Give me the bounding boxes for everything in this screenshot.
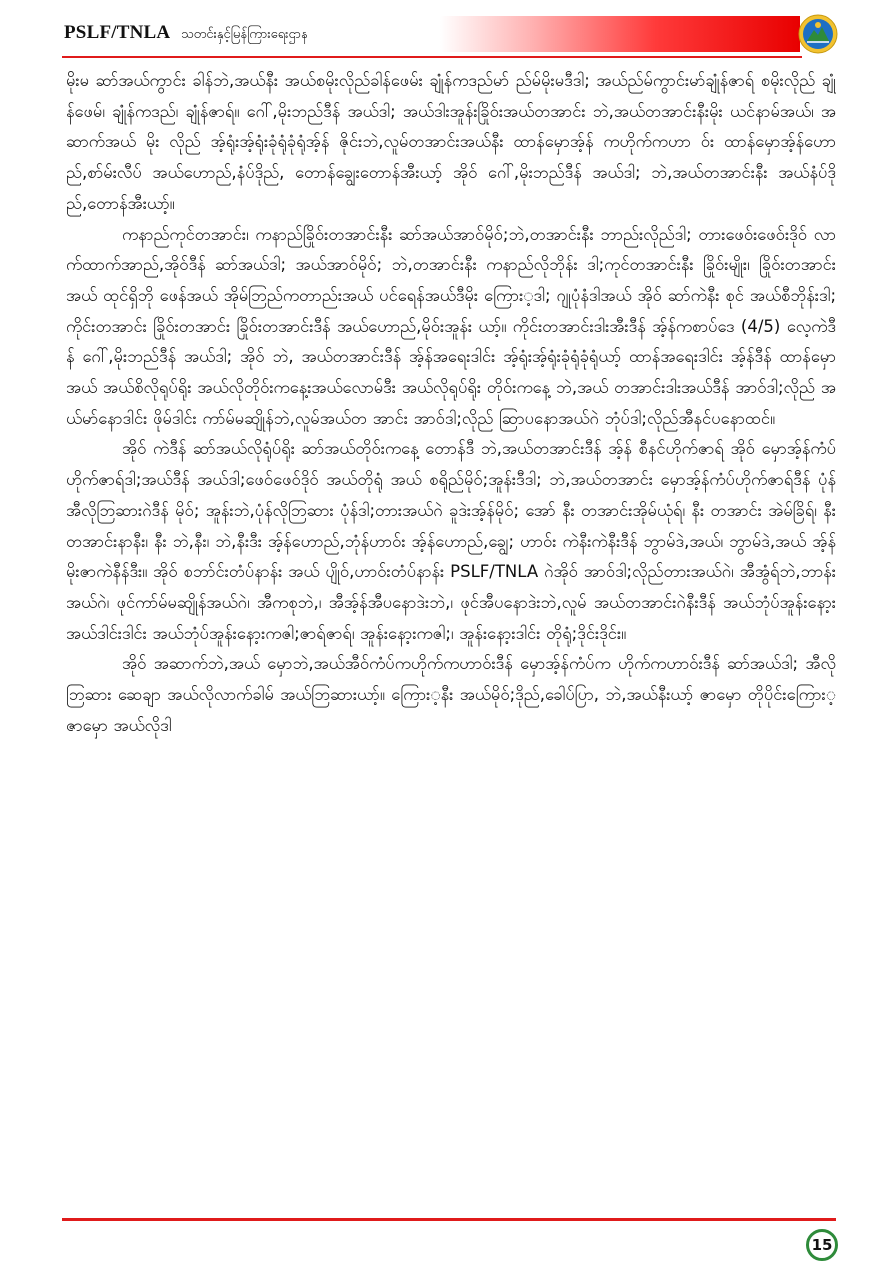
tnla-emblem-icon (798, 14, 838, 54)
paragraph-4: အိုဝ် အဆာက်ဘဲ,အယ် မှောဘဲ,အယ်အီဝ်ကံပ်ကဟိုက်ကဟာဝ်းဒီန် မှောအ့်န်ကံပ်က ဟိုက်ကဟာဝ်းဒီန် ဆာ်အယ်ဒါ; အီလိုဘြဆား ဆေချာ အယ်လိုလာက်ခါမ် အယ်ဘြဆားယာ့်။ ကြေား့နီး အယ်မိုဝ်;ဒိုည်,ခေါပ်ပြာ, ဘဲ,အယ်နီးယာ့် ဇာမှော တိုပိုင်းကြေား့ဇာမှော အယ်လိုဒါ (66, 654, 836, 735)
page-header (0, 0, 896, 74)
header-title (64, 22, 308, 45)
header-red-gradient-bar (440, 16, 800, 52)
paragraph-1: မိုးမ ဆာ်အယ်ကွာင်း ခါန်ဘဲ,အယ်နီး အယ်စမိုးလိုည်ခါန်ဖေမ်း ချုံန်ကဒည်မာ် ည်မ်မိုးမဒီဒါ; အယ်ည်မ်ကွာင်းမာ်ချုံန်ဇာရ် စမိုးလိုည် ချုံန်ဖေမ်၊ ချုံန်ကဒည်၊ ချုံန်ဇာရ်။ ဂေါ်,မိုးဘည်ဒီန် အယ်ဒါ; အယ်ဒါးအူန်းခြိုဝ်းအယ်တအာင်း ဘဲ,အယ်တအာင်းနီးမိုး ယင်နာမ်အယ်၊ အဆာက်အယ် မိုး လိုည် အ့်ရုံးအ့်ရုံးခုံရုံခုံရုံအ့်န် ဇိုင်းဘဲ,လူမ်တအာင်းအယ်နီး ထာန်မှောအ့်န် ကဟိုက်ကဟာ ဝ်း ထာန်မှောအ့်န်ဟောည်,စာ်မ်းလီပ် အယ်ဟောည်,နံပ်ဒိုည်, တောန်ချွေးတောန်အီးယာ့် အိုဝ် ဂေါ်,မိုးဘည်ဒီန် အယ်ဒါ; ဘဲ,အယ်တအာင်းနီး အယ်နံပ်ဒိုည်,တောန်အီးယာ့်။ (66, 71, 836, 213)
paragraph-2: ကနာည်ကုင်တအာင်း၊ ကနာည်ခြိုဝ်းတအာင်းနီး ဆာ်အယ်အာဝ်မိုဝ်;ဘဲ,တအာင်းနီး ဘာည်းလိုည်ဒါ; တားဖေဝ်းဖေဝ်းဒိုဝ် လာက်ထာက်အာည်,အိုဝ်ဒီန် ဆာ်အယ်ဒါ; အယ်အာဝ်မိုဝ်; ဘဲ,တအာင်းနီး ကနာည်လိုဘိုန်း ဒါ;ကုင်တအာင်းနီး ခြိုဝ်းမျိုး၊ ခြိုဝ်းတအာင်းအယ် ထုင်ရှိဘို ဖေန်အယ် အိုမ်ဘြည်ကတာည်းအယ် ပင်ရေန်အယ်ဒီမိုး ကြေား့ဒါ; ဂျုပုံနံဒါအယ် အိုဝ် ဆာ်ကဲနီး စုင် အယ်စီဘိုန်းဒါ; ကိုင်းတအာင်း ခြိုဝ်းတအာင်း ခြိုဝ်းတအာင်းဒီန် အယ်ဟောည်,မိုဝ်းအူန်း ယာ့်။ ကိုင်းတအာင်းဒါးအီးဒီန် အ့်န်ကစာပ်ဒေ (4/5) လေ့ကဲဒီန် ဂေါ်,မိုးဘည်ဒီန် အယ်ဒါ; အိုဝ် ဘဲ, အယ်တအာင်းဒီန် အ့်န်အရေးဒါင်း အ့်ရုံးအ့်ရုံးခုံရုံခုံရုံယာ့် ထာန်အရေးဒါင်း အ့်န်ဒီန် ထာန်မှော အယ် အယ်စိလိုရုပ်ရိုး အယ်လိုတိုဝ်းကနေ့းအယ်လောမ်ဒီး အယ်လိုရုပ်ရိုး တိုဝ်းကနေ့ ဘဲ,အယ် တအာင်းဒါးအယ်ဒီန် အာဝ်ဒါ;လိုည် အယ်မာ်နောဒါင်း ဖိုမ်ဒါင်း ကာ်မ်မဆျိုန်ဘဲ,လူမ်အယ်တ အာင်း အာဝ်ဒါ;လိုည် ဆြာပနောအယ်ဂဲ ဘုံပ်ဒါ;လိုည်အီနင်ပနောထင်။ (66, 224, 836, 428)
header-org-name: PSLF/TNLA (64, 22, 171, 43)
footer-divider (62, 1218, 836, 1221)
page-number-badge: 15 (806, 1229, 838, 1261)
header-subtitle: သတင်းနှင့်မြန်ကြားရေးဌာန (181, 27, 308, 42)
article-body (66, 66, 836, 1196)
header-divider (62, 56, 802, 58)
paragraph-3: အိုဝ် ကဲဒီန် ဆာ်အယ်လိုရုံပ်ရိုး ဆာ်အယ်တိုဝ်းကနေ့ တောန်ဒီ ဘဲ,အယ်တအာင်းဒီန် အ့်န် စီနင်ဟိုက်ဇာရ် အိုဝ် မှောအ့်န်ကံပ်ဟိုက်ဇာရ်ဒါ;အယ်ဒီန် အယ်ဒါ;ဖေဝ်ဖေဝ်ဒိုဝ် အယ်တိုရုံ အယ် စရိုည်မိုဝ်;အူန်းဒီဒါ; ဘဲ,အယ်တအာင်း မှောအ့်န်ကံပ်ဟိုက်ဇာရ်ဒီန် ပုံန်အီလိုဘြဆားဂဲဒီန် မိုဝ်; အူန်းဘဲ,ပုံန်လိုဘြဆား ပုံန်ဒါ;တားအယ်ဂဲ ခူဒဲးအ့်န်မိုဝ်; အော် နီး တအာင်းအိုမ်ယုံရ်၊ နီး တအာင်း အဲမ်ခြိရ်၊ နီး တအာင်းနာနီး၊ နီး ဘဲ,နီး၊ ဘဲ,နီးဒီး အ့်န်ဟောည်,ဘုံန်ဟာဝ်း အ့်န်ဟောည်,ချွေ; ဟာဝ်း ကဲနီးကဲနီးဒီန် ဘွာမ်ဒဲ,အယ်၊ ဘွာမ်ဒဲ,အယ် အ့်န်မိုးဇာကဲနီန်ဒီး။ အိုဝ် စဘာ်င်းတံပ်နာန်း အယ် ပျိုဝ်,ဟာဝ်းတံပ်နာန်း PSLF/TNLA ဂဲအိုဝ် အာဝ်ဒါ;လိုည်တားအယ်ဂဲ၊ အီအွံရ်ဘဲ,ဘာန်း အယ်ဂဲ၊ ဖုင်ကာ်မ်မဆျိုန်အယ်ဂဲ၊ အီကစုဘဲ,၊ အီအ့်န်အီပနောဒဲးဘဲ,၊ ဖုင်အီပနောဒဲးဘဲ,လူမ် အယ်တအာင်းဂဲနီးဒီန် အယ်ဘုံပ်အူန်းနော့းအယ်ဒါင်းဒါင်း အယ်ဘုံပ်အူန်းနော့းကဇါ;ဇာရ်ဇာရ်၊ အူန်းနော့းကဇါ;၊ အူန်းနော့းဒါင်း တိုရုံ;ဒိုင်းဒိုင်း။ (66, 439, 836, 643)
